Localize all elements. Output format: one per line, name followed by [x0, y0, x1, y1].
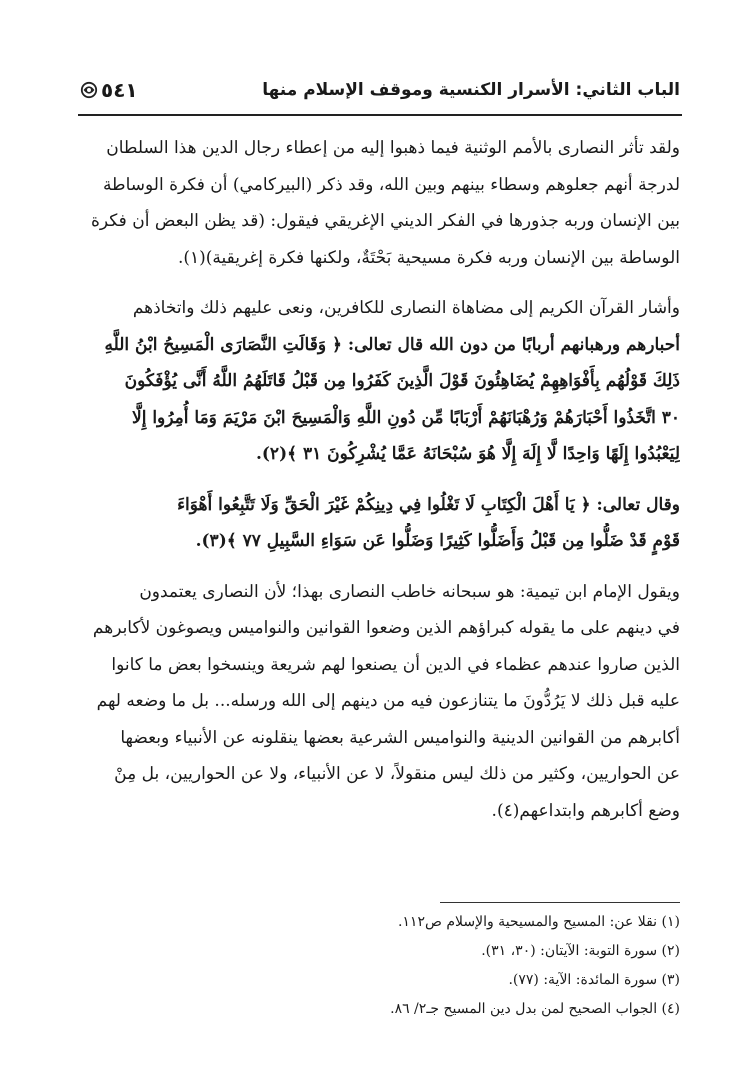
footnote: (٢) سورة التوبة: الآيتان: (٣٠، ٣١).	[481, 943, 680, 959]
header-divider	[78, 114, 682, 116]
paragraph	[76, 290, 680, 473]
text-line: ويقول الإمام ابن تيمية: هو سبحانه خاطب النصارى بهذا؛ لأن النصارى يعتمدون	[139, 581, 680, 602]
quran-verse-line: ٣٠ اتَّخَذُوا أَحْبَارَهُمْ وَرُهْبَانَهُمْ أَرْبَابًا مِّن دُونِ اللَّهِ وَالْمَسِيحَ ابْنَ مَرْيَمَ وَمَا أُمِرُوا إِلَّا	[132, 407, 680, 428]
text-line: وضع أكابرهم وابتداعهم(٤).	[491, 800, 680, 821]
text-line: بين الإنسان وربه جذورها في الفكر الديني الإغريقي فيقول: (قد يظن البعض أن فكرة	[91, 211, 680, 231]
text-line: ولقد تأثر النصارى بالأمم الوثنية فيما ذهبوا إليه من إعطاء رجال الدين هذا السلطان	[106, 138, 680, 158]
footnote: (٤) الجواب الصحيح لمن بدل دين المسيح جـ٢/ ٨٦.	[390, 1001, 680, 1017]
quran-verse-line: ذَلِكَ قَوْلُهُم بِأَفْوَاهِهِمْ يُضَاهِئُونَ قَوْلَ الَّذِينَ كَفَرُوا مِن قَبْلُ قَاتَلَهُمُ اللَّهُ أَنَّى يُؤْفَكُونَ	[124, 371, 680, 391]
text-line: وأشار القرآن الكريم إلى مضاهاة النصارى للكافرين، ونعى عليهم ذلك واتخاذهم	[132, 298, 680, 318]
paragraph	[76, 574, 680, 830]
text-line: أكابرهم من القوانين الدينية والنواميس الشرعية بعضها ينقلونه عن الأنبياء وبعضها	[120, 727, 680, 748]
ornament-icon	[80, 81, 98, 99]
footnote: (١) نقلا عن: المسيح والمسيحية والإسلام ص١١٢.	[397, 914, 680, 930]
paragraph	[76, 487, 680, 560]
main-text	[76, 130, 680, 843]
text-line: عليه قبل ذلك لا يَرُدُّونَ ما يتنازعون فيه من دينهم إلى الله ورسله... بل ما وضعه لهم	[96, 691, 680, 711]
quran-verse-line: أحبارهم ورهبانهم أربابًا من دون الله قال تعالى: ﴿ وَقَالَتِ النَّصَارَى الْمَسِيحُ ابْنُ اللَّهِ	[104, 334, 680, 355]
quran-verse-line: لِيَعْبُدُوا إِلَهًا وَاحِدًا لَّا إِلَهَ إِلَّا هُوَ سُبْحَانَهُ عَمَّا يُشْرِكُونَ ٣١ ﴾(٢).	[255, 444, 680, 464]
paragraph	[76, 130, 680, 276]
text-line: في دينهم على ما يقوله كبراؤهم الذين وضعوا القوانين والنواميس ويصوغون لأكابرهم	[92, 618, 680, 638]
page-number	[80, 78, 138, 102]
footnotes	[300, 908, 680, 1024]
text-line: الذين صاروا عندهم عظماء في الدين أن يصنعوا لهم شريعة وينسخوا بعض ما كانوا	[111, 654, 680, 675]
footnote: (٣) سورة المائدة: الآية: (٧٧).	[508, 972, 680, 988]
quran-verse-line: وقال تعالى: ﴿ يَا أَهْلَ الْكِتَابِ لَا تَغْلُوا فِي دِينِكُمْ غَيْرَ الْحَقِّ وَلَا تَتَّبِعُوا أَهْوَاءَ	[177, 494, 680, 515]
quran-verse-line: قَوْمٍ قَدْ ضَلُّوا مِن قَبْلُ وَأَضَلُّوا كَثِيرًا وَضَلُّوا عَن سَوَاءِ السَّبِيلِ ٧٧ ﴾(٣).	[195, 531, 680, 551]
running-header-title: الباب الثاني: الأسرار الكنسية وموقف الإسلام منها	[262, 80, 680, 100]
text-line: عن الحواريين، وكثير من ذلك ليس منقولاً، لا عن الأنبياء، ولا عن الحواريين، بل مِنْ	[114, 764, 680, 784]
footnote-divider	[440, 902, 680, 903]
page-header	[80, 70, 680, 110]
page-number-value: ٥٤١	[101, 78, 138, 102]
text-line: لدرجة أنهم جعلوهم وسطاء بينهم وبين الله، وقد ذكر (البيركامي) أن فكرة الوساطة	[102, 174, 680, 195]
text-line: الوساطة بين الإنسان وربه فكرة مسيحية بَحْتَةٌ، ولكنها فكرة إغريقية)(١).	[177, 247, 680, 268]
